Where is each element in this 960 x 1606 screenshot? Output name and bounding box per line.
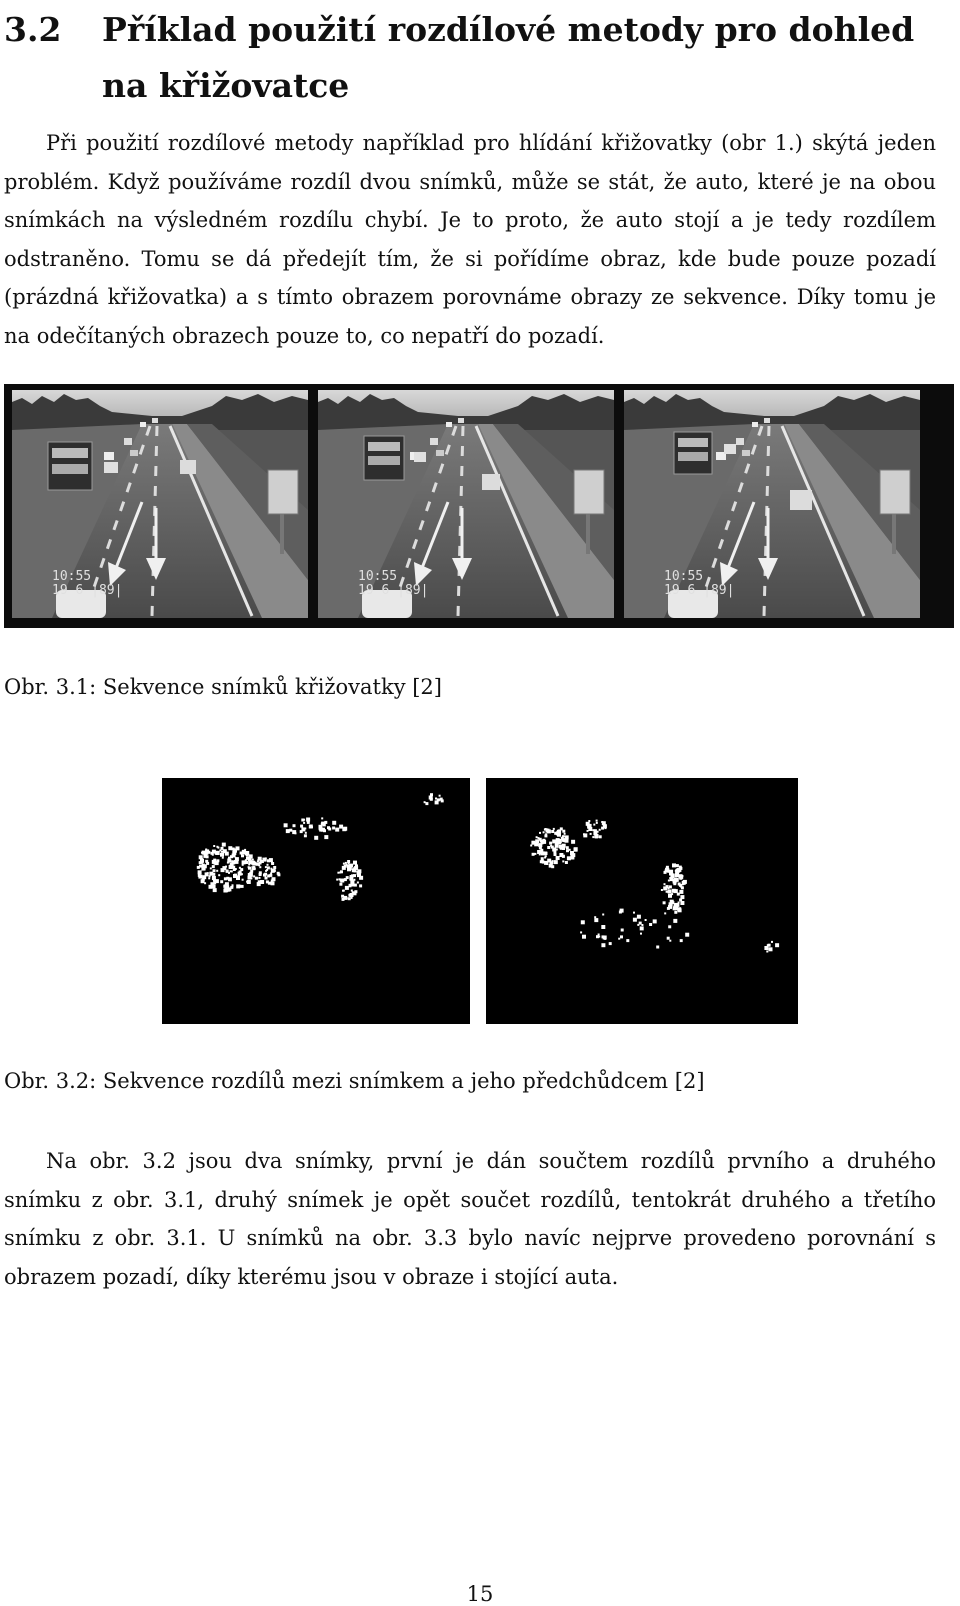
figure-frame-sequence [4, 384, 954, 628]
section-number: 3.2 [4, 10, 62, 49]
overlay-date: 19 6 |89| [358, 583, 429, 598]
bus-2 [364, 436, 404, 480]
paragraph-intro-text: Při použití rozdílové metody například pro hlídání křižovatky (obr 1.) skýtá jeden problém. Když používáme rozdíl dvou snímků, může se stát, že auto, které je na obou snímkách na výsledném rozdílu chybí. Je to proto, že auto stojí a je tedy rozdílem odstraněno. Tomu se dá předejít tím, že si pořídíme obraz, kde bude pouze pozadí (prázdná křižovatka) a s tímto obrazem porovnáme obrazy ze sekvence. Díky tomu je na odečítaných obrazech pouze to, co nepatří do pozadí. [4, 131, 936, 348]
overlay-time: 10:55 [358, 569, 398, 584]
section-title: Příklad použití rozdílové metody pro dohled na křižovatce [102, 10, 915, 105]
bus-3 [674, 432, 712, 474]
difference-images [162, 778, 798, 1024]
frame-sequence-images [4, 384, 954, 628]
overlay-time: 10:55 [664, 569, 704, 584]
paragraph-explanation [4, 1142, 936, 1296]
page-number: 15 [466, 1582, 494, 1606]
bus-1 [48, 442, 92, 490]
paragraph-explanation-text: Na obr. 3.2 jsou dva snímky, první je dán součtem rozdílů prvního a druhého snímku z obr. 3.1, druhý snímek je opět součet rozdílů, tentokrát druhého a třetího snímku z obr. 3.1. U snímků na obr. 3.3 bylo navíc nejprve provedeno porovnání s obrazem pozadí, díky kterému jsou v obraze i stojící auta. [4, 1149, 936, 1289]
figure2-caption: Obr. 3.2: Sekvence rozdílů mezi snímkem a jeho předchůdcem [2] [4, 1069, 705, 1093]
figure1-caption: Obr. 3.1: Sekvence snímků křižovatky [2] [4, 675, 442, 699]
overlay-time: 10:55 [52, 569, 92, 584]
overlay-date: 19 6 |89| [664, 583, 735, 598]
paragraph-intro [4, 124, 936, 355]
overlay-date: 19 6 |89| [52, 583, 123, 598]
figure-difference-images [162, 778, 798, 1024]
